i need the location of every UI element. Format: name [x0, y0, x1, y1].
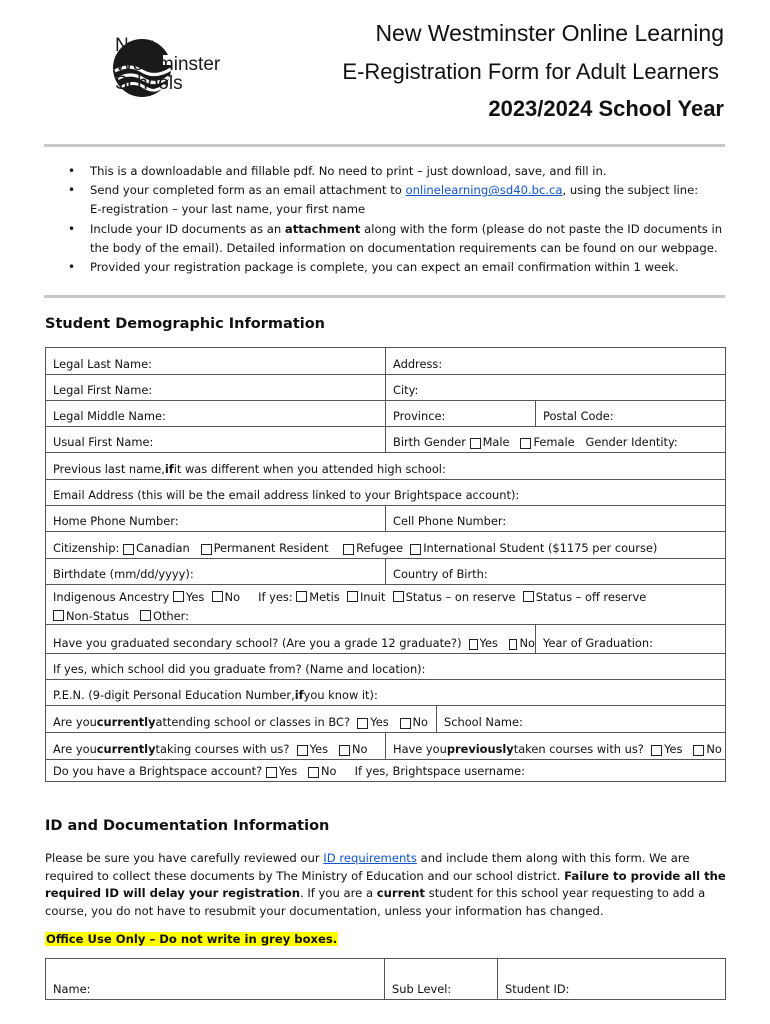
brightspace-field: Do you have a Brightspace account? Yes No If yes, Brightspace username:: [45, 759, 726, 782]
usual-first-name-field[interactable]: Usual First Name:: [45, 426, 386, 453]
currently-taking-field: Are you currently taking courses with us? Yes No: [45, 732, 386, 760]
currently-attending-field: Are you currently attending school or classes in BC? Yes No: [45, 705, 437, 733]
taking-no-checkbox[interactable]: [339, 745, 350, 756]
indigenous-ancestry-field: Indigenous Ancestry Yes No If yes: Metis Inuit Status – on reserve Status – off reserve Non-Status Other:: [45, 584, 726, 625]
email-link[interactable]: onlinelearning@sd40.bc.ca: [405, 183, 563, 198]
previously-yes-checkbox[interactable]: [651, 745, 662, 756]
office-name-field: Name:: [45, 958, 385, 1000]
graduated-field: Have you graduated secondary school? (Are you a grade 12 graduate?) Yes No: [45, 624, 536, 654]
attending-no-checkbox[interactable]: [400, 718, 411, 729]
brightspace-username-label: If yes, Brightspace username:: [354, 764, 525, 778]
school-name-field[interactable]: School Name:: [436, 705, 726, 733]
citizenship-field: Citizenship: Canadian Permanent Resident Refugee International Student ($1175 per course): [45, 531, 726, 559]
list-item: • Send your completed form as an email attachment to onlinelearning@sd40.bc.ca, using the subject line: E-registration – your last name, your first name: [68, 181, 728, 219]
city-field[interactable]: City:: [385, 374, 726, 401]
previously-taken-field: Have you previously taken courses with us? Yes No: [385, 732, 726, 760]
inuit-checkbox[interactable]: [347, 591, 358, 602]
page-title: New Westminster Online Learning: [375, 20, 724, 46]
previous-last-name-field[interactable]: Previous last name, if it was different when you attended high school:: [45, 452, 726, 480]
list-item: • Provided your registration package is complete, you can expect an email confirmation within 1 week.: [68, 258, 728, 277]
gender-identity-label: Gender Identity:: [585, 435, 678, 449]
international-checkbox[interactable]: [410, 544, 421, 555]
birthdate-field[interactable]: Birthdate (mm/dd/yyyy):: [45, 558, 386, 585]
graduated-no-checkbox[interactable]: [509, 639, 518, 650]
year-of-graduation-field[interactable]: Year of Graduation:: [535, 624, 726, 654]
taking-yes-checkbox[interactable]: [297, 745, 308, 756]
divider: [44, 144, 725, 147]
legal-middle-name-field[interactable]: Legal Middle Name:: [45, 400, 386, 427]
address-field[interactable]: Address:: [385, 347, 726, 375]
id-instructions: Please be sure you have carefully reviewed our ID requirements and include them along with this form. We are required to collect these documents by The Ministry of Education and our school district. Failure to provide all the required ID will delay your registration. If you are a current student for this school year requesting to add a course, you do not have to resubmit your documentation, unless your information has changed.: [45, 851, 726, 918]
other-checkbox[interactable]: [140, 610, 151, 621]
list-item: • This is a downloadable and fillable pdf. No need to print – just download, save, and fill in.: [68, 162, 728, 181]
country-of-birth-field[interactable]: Country of Birth:: [385, 558, 726, 585]
permanent-resident-checkbox[interactable]: [201, 544, 212, 555]
metis-checkbox[interactable]: [296, 591, 307, 602]
instructions-list: [68, 162, 728, 277]
graduated-yes-checkbox[interactable]: [469, 639, 478, 650]
office-use-notice: Office Use Only – Do not write in grey boxes.: [46, 932, 338, 946]
pen-field[interactable]: P.E.N. (9-digit Personal Education Number, if you know it):: [45, 679, 726, 706]
logo-wordmark: New Westminster Schools: [115, 35, 221, 94]
legal-first-name-field[interactable]: Legal First Name:: [45, 374, 386, 401]
refugee-checkbox[interactable]: [343, 544, 354, 555]
postal-code-field[interactable]: Postal Code:: [535, 400, 726, 427]
legal-last-name-field[interactable]: Legal Last Name:: [45, 347, 386, 375]
id-requirements-link[interactable]: ID requirements: [323, 851, 417, 865]
form-title: E-Registration Form for Adult Learners: [342, 59, 719, 84]
brightspace-no-checkbox[interactable]: [308, 767, 319, 778]
non-status-checkbox[interactable]: [53, 610, 64, 621]
section-heading-id: ID and Documentation Information: [45, 818, 330, 834]
male-checkbox[interactable]: [470, 438, 481, 449]
office-student-id-field: Student ID:: [497, 958, 726, 1000]
office-sub-level-field: Sub Level:: [384, 958, 498, 1000]
email-address-field[interactable]: Email Address (this will be the email address linked to your Brightspace account):: [45, 479, 726, 506]
indigenous-no-checkbox[interactable]: [212, 591, 223, 602]
school-year: 2023/2024 School Year: [488, 96, 724, 121]
brightspace-yes-checkbox[interactable]: [266, 767, 277, 778]
on-reserve-checkbox[interactable]: [393, 591, 404, 602]
previously-no-checkbox[interactable]: [693, 745, 704, 756]
birth-gender-field: Birth Gender Male Female Gender Identity:: [385, 426, 726, 453]
home-phone-field[interactable]: Home Phone Number:: [45, 505, 386, 532]
attending-yes-checkbox[interactable]: [357, 718, 368, 729]
canadian-checkbox[interactable]: [123, 544, 134, 555]
off-reserve-checkbox[interactable]: [523, 591, 534, 602]
graduation-school-field[interactable]: If yes, which school did you graduate from? (Name and location):: [45, 653, 726, 680]
province-field[interactable]: Province:: [385, 400, 536, 427]
section-heading-demographics: Student Demographic Information: [45, 316, 326, 332]
indigenous-yes-checkbox[interactable]: [173, 591, 184, 602]
cell-phone-field[interactable]: Cell Phone Number:: [385, 505, 726, 532]
list-item: • Include your ID documents as an attachment along with the form (please do not paste the ID documents in the body of the email). Detailed information on documentation requirements can be found on our webpage.: [68, 220, 728, 258]
female-checkbox[interactable]: [520, 438, 531, 449]
divider: [44, 295, 725, 298]
